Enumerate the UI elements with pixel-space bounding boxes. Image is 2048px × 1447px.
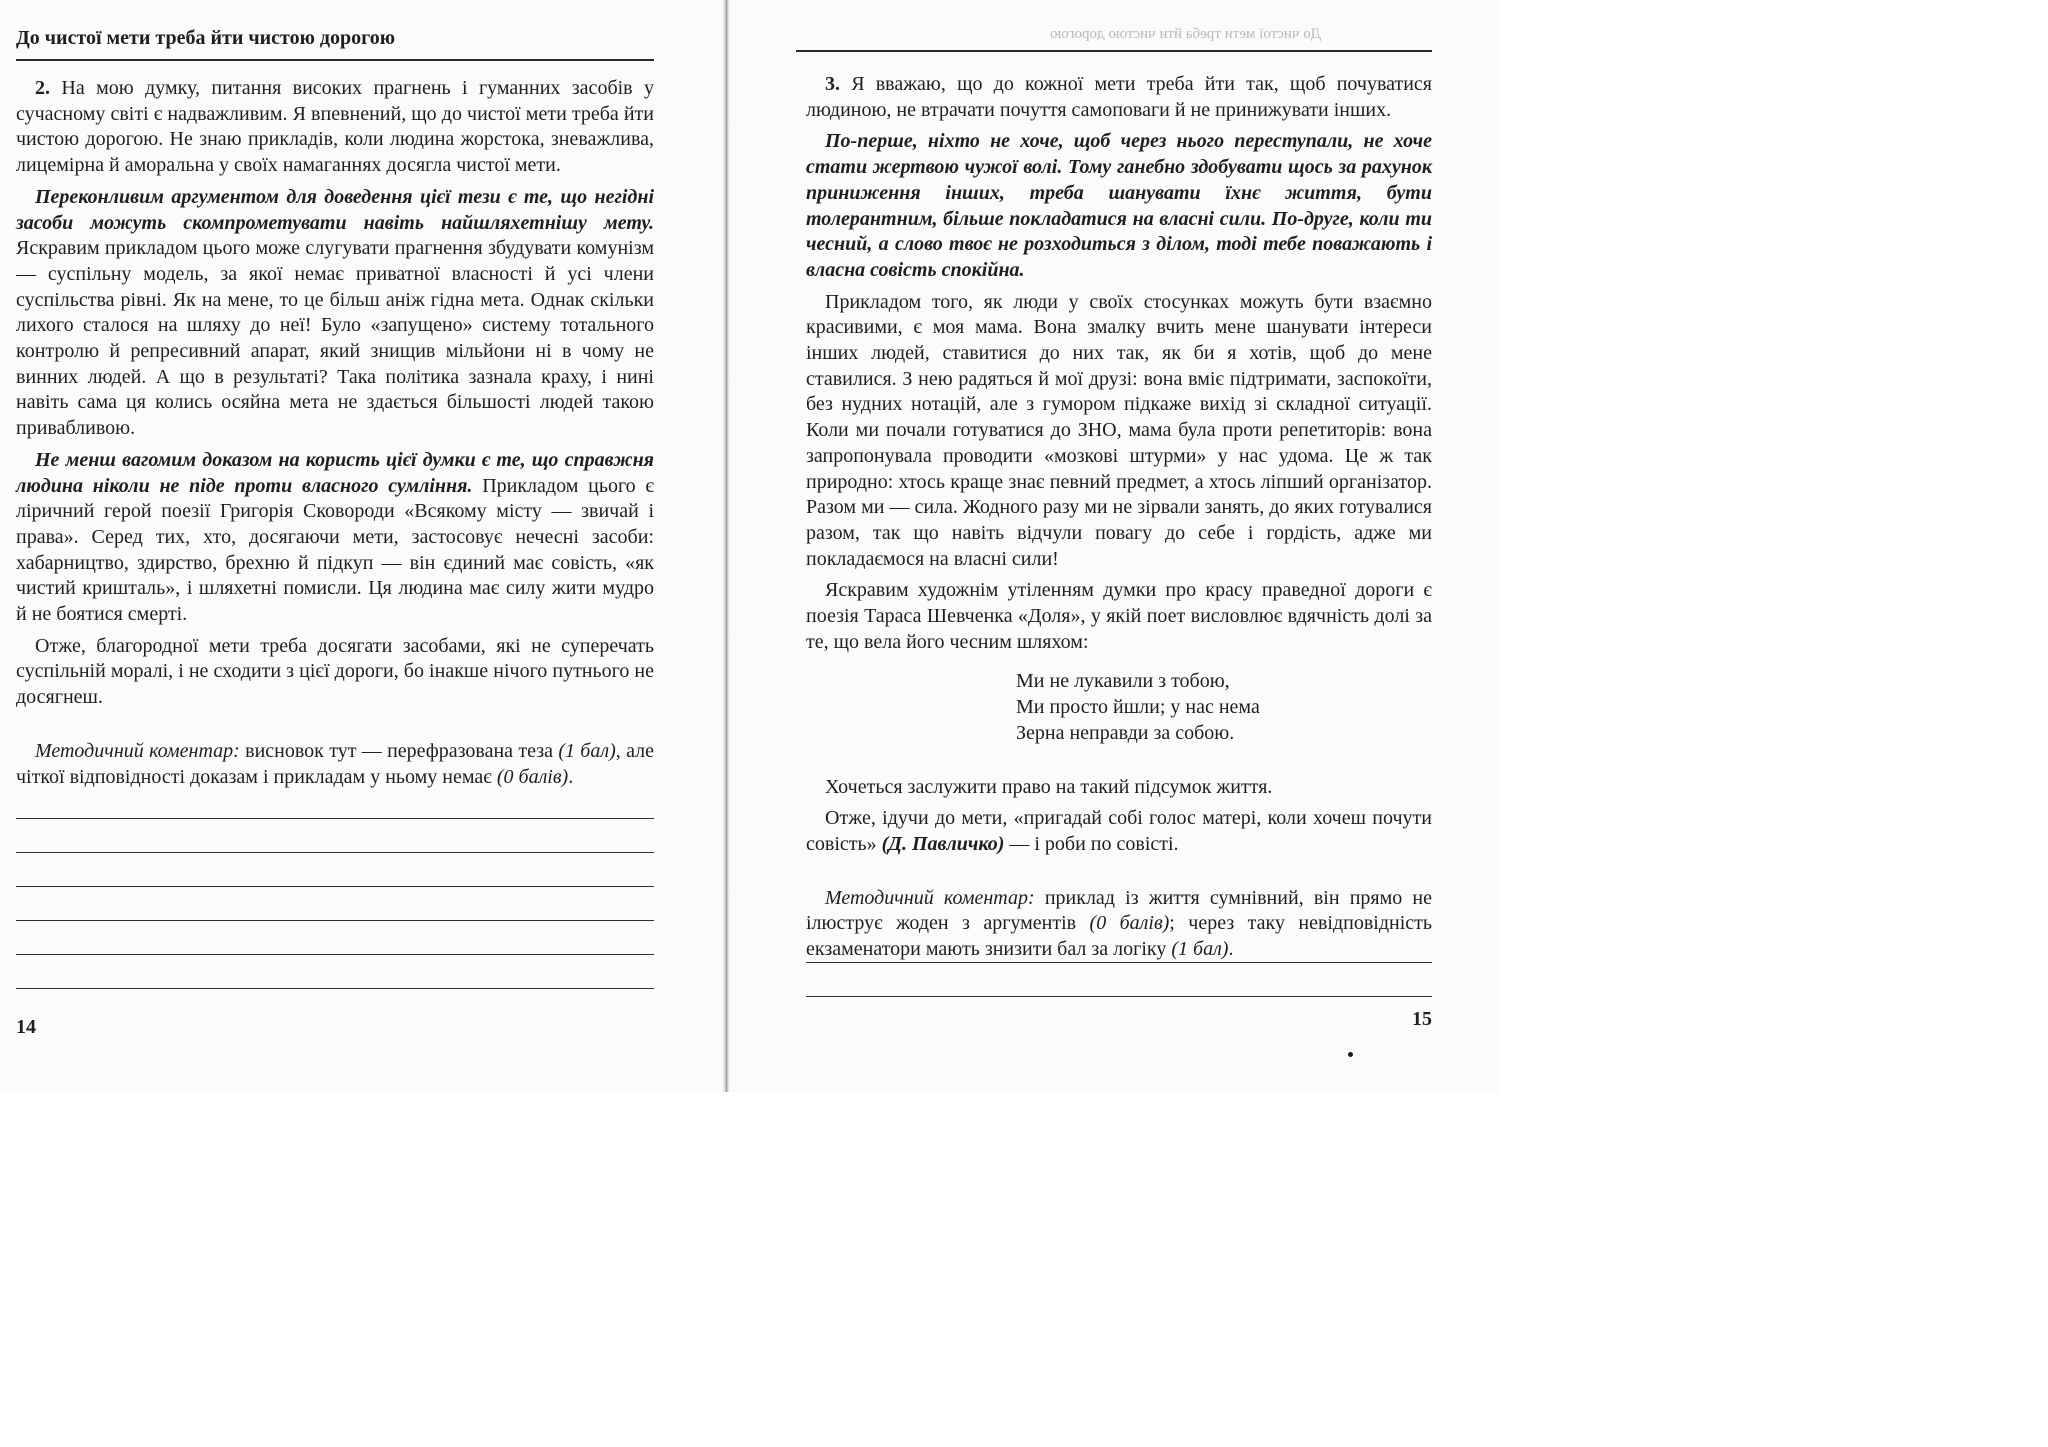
poem-line: Ми не лукавили з тобою, xyxy=(1016,670,1230,693)
header-rule xyxy=(796,50,1432,52)
argument-2: Не менш вагомим доказом на користь цієї думки є те, що справжня людина ніколи не піде проти власного сумління. xyxy=(16,448,654,497)
page-number: 15 xyxy=(1412,1008,1432,1030)
right-page xyxy=(730,0,1500,1092)
answer-line xyxy=(806,962,1432,963)
page-number: 14 xyxy=(16,1016,36,1038)
paragraph-3: Прикладом того, як люди у своїх стосунках можуть бути взаємно красивими, є моя мама. Вона змалку вчить мене шанувати інтереси інших людей, ставитися до них так, як би я хотів, щоб до мене ставилися. З нею радяться й мої друзі: вона вміє підтримати, заспокоїти, без нудних нотацій, але з гумором підкаже вихід зі складної ситуації. Коли ми почали готуватися до ЗНО, мама була проти репетиторів: вона запропонувала проводити «мозкові штурми» у нас удома. Це ж так природно: хтось краще знає певний предмет, а хтось ліпший організатор. Разом ми — сила. Жодного разу ми не зірвали занять, до яких готувалися разом, так що навіть відчули повагу до себе і гордість, адже ми покладаємося на власні сили! xyxy=(806,290,1432,570)
essay-number: 3. xyxy=(825,73,840,95)
poem-line: Зерна неправди за собою. xyxy=(1016,721,1235,744)
answer-line xyxy=(16,954,654,955)
bleed-through-header: До чистої мети треба йти чистою дорогою xyxy=(1050,26,1321,42)
header-rule xyxy=(16,59,654,61)
methodical-comment: Методичний коментар: приклад із життя сумнівний, він прямо не ілюструє жоден з аргументів (0 балів); через таку невідповідність екзаменатори мають знизити бал за логіку (1 бал). xyxy=(806,886,1432,961)
paragraph-4: Яскравим художнім утіленням думки про красу праведної дороги є поезія Тараса Шевченка «Доля», у якій поет висловлює вдячність долі за те, що вела його чесним шляхом: xyxy=(806,579,1432,653)
answer-line xyxy=(16,852,654,853)
book-spine xyxy=(722,0,730,1092)
essay-number: 2. xyxy=(35,77,50,99)
left-page-text xyxy=(16,76,654,796)
poem-quote xyxy=(806,669,1432,746)
poem-line: Ми просто йшли; у нас нема xyxy=(1016,696,1260,719)
paragraph-1: 3. Я вважаю, що до кожної мети треба йти так, щоб почуватися людиною, не втрачати почуття самоповаги й не принижувати інших. xyxy=(806,73,1432,121)
right-page-text xyxy=(806,72,1432,969)
scan-speck xyxy=(1348,1052,1353,1057)
paragraph-3: Не менш вагомим доказом на користь цієї думки є те, що справжня людина ніколи не піде проти власного сумління. Прикладом цього є ліричний герой поезії Григорія Сковороди «Всякому місту — звичай і права». Серед тих, хто, досягаючи мети, застосовує нечесні засоби: хабарництво, здирство, брехню й підкуп — він єдиний має совість, «як чистий кришталь», і шляхетні помисли. Ця людина має силу жити мудро й не боятися смерті. xyxy=(16,448,654,626)
left-page xyxy=(0,0,722,1092)
arguments-paragraph: По-перше, ніхто не хоче, щоб через нього переступали, не хоче стати жертвою чужої волі. Тому ганебно здобувати щось за рахунок приниження інших, треба шанувати їхнє життя, бути толерантним, більше покладатися на власні сили. По-друге, коли ти чесний, а слово твоє не розходиться з ділом, тоді тебе поважають і власна совість спокійна. xyxy=(806,130,1432,281)
running-header: До чистої мети треба йти чистою дорогою xyxy=(16,27,395,49)
argument-1: Переконливим аргументом для доведення цієї тези є те, що негідні засоби можуть скомпрометувати навіть найшляхетнішу мету. xyxy=(16,185,654,234)
methodical-comment: Методичний коментар: висновок тут — перефразована теза (1 бал), але чіткої відповідності доказам і прикладам у ньому немає (0 балів). xyxy=(16,739,654,788)
paragraph-1: 2. На мою думку, питання високих прагнень і гуманних засобів у сучасному світі є надважливим. Я впевнений, що до чистої мети треба йти чистою дорогою. Не знаю прикладів, коли людина жорстока, зневажлива, лицемірна й аморальна у своїх намаганнях досягла чистої мети. xyxy=(16,77,654,177)
paragraph-2: Переконливим аргументом для доведення цієї тези є те, що негідні засоби можуть скомпрометувати навіть найшляхетнішу мету. Яскравим прикладом цього може слугувати прагнення збудувати комунізм — суспільну модель, за якої немає приватної власності й усі члени суспільства рівні. Як на мене, то це більш аніж гідна мета. Однак скільки лихого сталося на шляху до неї! Було «запущено» систему тотального контролю й репресивний апарат, який знищив мільйони ні в чому не винних людей. А що в результаті? Така політика зазнала краху, і нині навіть сама ця колись осяйна мета не здається більшості людей такою привабливою. xyxy=(16,185,654,440)
answer-line xyxy=(16,988,654,989)
paragraph-4: Отже, благородної мети треба досягати засобами, які не суперечать суспільній моралі, і не сходити з цієї дороги, бо інакше нічого путнього не досягнеш. xyxy=(16,634,654,709)
paragraph-5: Хочеться заслужити право на такий підсумок життя. xyxy=(825,775,1273,798)
comment-label: Методичний коментар: xyxy=(35,739,240,762)
answer-line xyxy=(806,996,1432,997)
answer-line xyxy=(16,920,654,921)
answer-line xyxy=(16,818,654,819)
paragraph-6: Отже, ідучи до мети, «пригадай собі голос матері, коли хочеш почути совість» (Д. Павличко) — і роби по совісті. xyxy=(806,807,1432,855)
comment-label: Методичний коментар: xyxy=(825,886,1035,909)
answer-line xyxy=(16,886,654,887)
